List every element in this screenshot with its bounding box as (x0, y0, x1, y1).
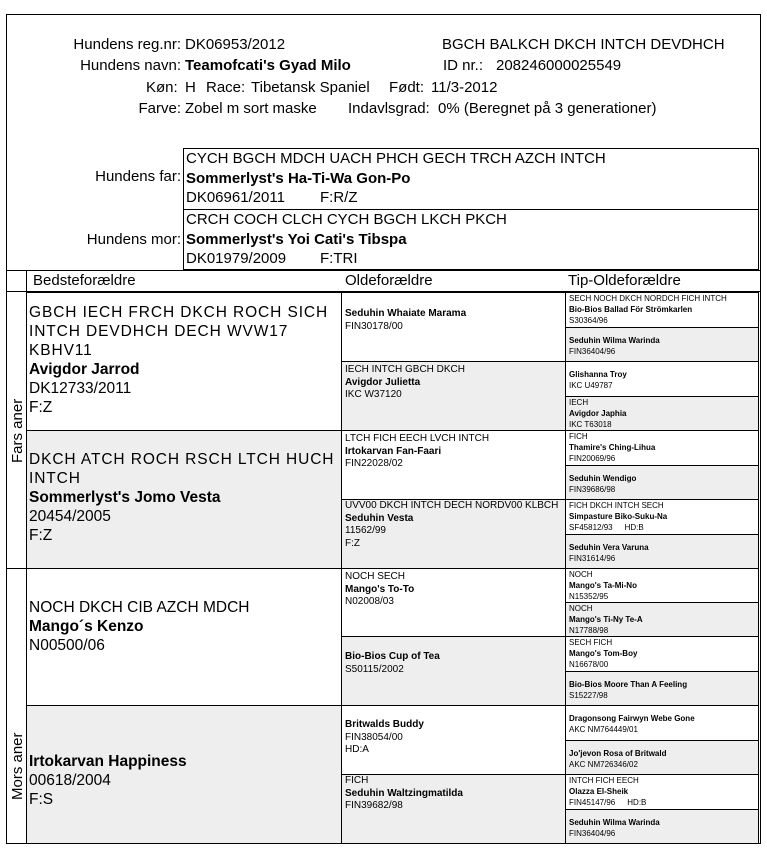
great-great-grandparent-reg: FIN20069/96 (569, 454, 616, 463)
great-great-grandparent-cell (565, 396, 759, 431)
great-great-grandparent-cell (565, 292, 759, 328)
great-great-grandparent-titles: NOCH (569, 570, 593, 579)
great-great-grandparent-cell (565, 534, 759, 569)
id-label: ID nr.: (443, 57, 484, 74)
great-grandparent-reg: FIN30178/00 (345, 320, 403, 332)
grandparent-name: Irtokarvan Happiness (29, 753, 187, 770)
great-grandparent-cell (341, 499, 566, 569)
sire-box (183, 148, 759, 210)
sex-value: H (185, 79, 196, 96)
great-great-grandparent-extra: HD:B (624, 523, 644, 532)
great-great-grandparent-reg: FIN36404/96 (569, 347, 616, 356)
great-grandparent-titles: NOCH SECH (345, 571, 406, 582)
inbreeding-value: 0% (Beregnet på 3 generationer) (438, 100, 657, 117)
name-label: Hundens navn: (80, 57, 181, 74)
born-value: 11/3-2012 (431, 79, 498, 96)
great-grandparent-reg: FIN39682/98 (345, 800, 403, 811)
great-grandparent-cell (341, 774, 566, 844)
col-head-ggp: Oldeforældre (345, 272, 433, 289)
great-great-grandparent-reg: IKC U49787 (569, 381, 613, 390)
great-great-grandparent-reg: N16678/00 (569, 660, 609, 669)
dam-label: Hundens mor: (86, 231, 181, 248)
great-great-grandparent-titles: FICH (569, 432, 588, 441)
great-great-grandparent-reg-row (569, 453, 755, 464)
great-great-grandparent-cell (565, 499, 759, 535)
great-great-grandparent-titles: SECH NOCH DKCH NORDCH FICH INTCH (569, 294, 727, 303)
sire-label: Hundens far: (95, 168, 181, 185)
great-grandparent-reg: 11562/99 (345, 525, 386, 536)
great-great-grandparent-reg-row (569, 759, 755, 770)
great-great-grandparent-reg: SF45812/93 (569, 523, 613, 532)
sire-name: Sommerlyst's Ha-Ti-Wa Gon-Po (186, 170, 411, 187)
dam-box (183, 209, 759, 270)
great-great-grandparent-name: Seduhin Wendigo (569, 474, 637, 483)
great-grandparent-titles: UVV00 DKCH INTCH DECH NORDV00 KLBCH (345, 500, 559, 511)
great-great-grandparent-cell (565, 602, 759, 637)
grandparent-extra: F:S (29, 791, 54, 808)
great-great-grandparent-name: Olazza El-Sheik (569, 787, 629, 796)
grandparent-titles: GBCH IECH FRCH DKCH ROCH SICH INTCH DEVDHCH DECH WVW17 KBHV11 (29, 304, 329, 359)
grandparent-reg: 20454/2005 (29, 508, 111, 525)
fars-aner-label: Fars aner (9, 398, 26, 463)
id-number: 208246000025549 (496, 57, 622, 74)
breed-label: Race: (206, 79, 246, 96)
great-grandparent-titles: FICH (345, 775, 369, 786)
great-great-grandparent-reg-row (569, 797, 755, 808)
great-great-grandparent-cell (565, 327, 759, 362)
dog-titles: BGCH BALKCH DKCH INTCH DEVDHCH (442, 36, 725, 53)
grandparent-reg: DK12733/2011 (29, 380, 132, 397)
great-grandparent-name: Bio-Bios Cup of Tea (345, 651, 440, 662)
great-great-grandparent-name: Seduhin Vera Varuna (569, 543, 649, 552)
color-value: Zobel m sort maske (185, 100, 317, 117)
great-grandparent-name: Irtokarvan Fan-Faari (345, 445, 442, 457)
great-great-grandparent-cell (565, 430, 759, 466)
great-grandparent-cell (341, 430, 566, 500)
great-grandparent-reg: S50115/2002 (345, 663, 404, 675)
great-great-grandparent-reg-row (569, 690, 755, 701)
great-great-grandparent-cell (565, 705, 759, 741)
grandparent-cell (26, 430, 342, 569)
great-great-grandparent-reg-row (569, 315, 755, 326)
great-great-grandparent-reg: FIN31614/96 (569, 554, 616, 563)
great-great-grandparent-reg: AKC NM726346/02 (569, 760, 638, 769)
great-grandparent-titles: LTCH FICH EECH LVCH INTCH (345, 433, 490, 444)
great-great-grandparent-titles: INTCH FICH EECH (569, 776, 639, 785)
great-great-grandparent-extra: HD:B (627, 798, 647, 807)
great-great-grandparent-reg-row (569, 380, 755, 391)
great-great-grandparent-reg-row (569, 484, 755, 495)
dam-extra: F:TRI (320, 250, 358, 267)
grandparent-cell (26, 568, 342, 706)
born-label: Født: (389, 79, 425, 96)
great-great-grandparent-cell (565, 671, 759, 706)
great-grandparent-reg: N02008/03 (345, 596, 394, 607)
great-great-grandparent-reg: FIN45147/96 (569, 798, 616, 807)
dam-reg: DK01979/2009 (186, 250, 287, 267)
great-great-grandparent-name: Glishanna Troy (569, 370, 627, 379)
great-grandparent-reg: IKC W37120 (345, 389, 402, 400)
great-great-grandparent-name: Avigdor Japhia (569, 409, 627, 418)
grandparent-reg: N00500/06 (29, 637, 105, 654)
great-great-grandparent-titles: FICH DKCH INTCH SECH (569, 501, 664, 510)
great-great-grandparent-reg-row (569, 724, 755, 735)
color-label: Farve: (138, 100, 181, 117)
great-great-grandparent-name: Mango's Tom-Boy (569, 649, 638, 658)
great-great-grandparent-cell (565, 361, 759, 397)
great-great-grandparent-name: Thamire's Ching-Lihua (569, 443, 656, 452)
great-great-grandparent-reg: FIN36404/96 (569, 829, 616, 838)
grandparent-cell (26, 705, 342, 844)
great-great-grandparent-name: Dragonsong Fairwyn Webe Gone (569, 714, 695, 723)
great-great-grandparent-cell (565, 465, 759, 500)
reg-number: DK06953/2012 (185, 36, 286, 53)
great-great-grandparent-name: Simpasture Biko-Suku-Na (569, 512, 668, 521)
reg-label: Hundens reg.nr: (73, 36, 181, 53)
great-grandparent-extra: F:Z (345, 537, 360, 549)
grandparent-titles: NOCH DKCH CIB AZCH MDCH (29, 599, 250, 616)
great-great-grandparent-cell (565, 636, 759, 672)
great-great-grandparent-reg: N15352/95 (569, 592, 609, 601)
great-great-grandparent-reg-row (569, 625, 755, 636)
great-grandparent-reg: FIN22028/02 (345, 458, 403, 469)
inbreeding-label: Indavlsgrad: (348, 100, 430, 117)
sire-titles: CYCH BGCH MDCH UACH PHCH GECH TRCH AZCH INTCH (186, 150, 606, 167)
great-great-grandparent-titles: SECH FICH (569, 638, 613, 647)
great-grandparent-name: Britwalds Buddy (345, 719, 424, 730)
great-great-grandparent-name: Seduhin Wilma Warinda (569, 336, 660, 345)
col-head-gggp: Tip-Oldeforældre (568, 272, 681, 289)
dog-name: Teamofcati's Gyad Milo (185, 57, 351, 74)
great-grandparent-cell (341, 361, 566, 431)
grandparent-cell (26, 292, 342, 431)
great-great-grandparent-reg-row (569, 419, 755, 430)
dam-titles: CRCH COCH CLCH CYCH BGCH LKCH PKCH (186, 211, 507, 228)
great-grandparent-name: Seduhin Waltzingmatilda (345, 787, 463, 799)
great-grandparent-cell (341, 292, 566, 362)
great-great-grandparent-reg: S15227/98 (569, 691, 608, 700)
mors-aner-band (6, 568, 27, 844)
great-great-grandparent-name: Seduhin Wilma Warinda (569, 818, 660, 827)
sire-reg: DK06961/2011 (186, 189, 285, 206)
great-great-grandparent-cell (565, 740, 759, 775)
great-grandparent-name: Mango's To-To (345, 583, 415, 595)
great-great-grandparent-name: Mango's Ti-Ny Te-A (569, 615, 643, 624)
great-grandparent-cell (341, 636, 566, 706)
grandparent-extra: F:Z (29, 527, 53, 544)
col-head-gp: Bedsteforældre (33, 272, 136, 289)
breed-value: Tibetansk Spaniel (251, 79, 370, 96)
col-divider (26, 270, 27, 292)
great-great-grandparent-reg-row (569, 346, 755, 357)
grandparent-extra: F:Z (29, 399, 53, 416)
great-grandparent-extra: HD:A (345, 744, 369, 755)
great-great-grandparent-reg-row (569, 553, 755, 564)
great-great-grandparent-cell (565, 774, 759, 810)
great-great-grandparent-name: Bio-Bios Ballad För Strömkarlen (569, 305, 693, 314)
grandparent-reg: 00618/2004 (29, 772, 111, 789)
great-grandparent-titles: IECH INTCH GBCH DKCH (345, 364, 466, 375)
great-great-grandparent-reg: N17788/98 (569, 626, 609, 635)
sire-extra: F:R/Z (320, 189, 358, 206)
great-great-grandparent-reg: FIN39686/98 (569, 485, 616, 494)
great-great-grandparent-reg-row (569, 591, 755, 602)
grandparent-name: Sommerlyst's Jomo Vesta (29, 489, 221, 506)
great-great-grandparent-reg: S30364/96 (569, 316, 608, 325)
mors-aner-label: Mors aner (9, 732, 26, 800)
great-great-grandparent-name: Mango's Ta-Mi-No (569, 581, 637, 590)
great-great-grandparent-reg: AKC NM764449/01 (569, 725, 638, 734)
great-grandparent-cell (341, 568, 566, 637)
grandparent-name: Mango´s Kenzo (29, 618, 144, 635)
great-great-grandparent-reg-row (569, 659, 755, 670)
sex-label: Køn: (146, 79, 178, 96)
great-great-grandparent-titles: IECH (569, 398, 589, 407)
great-great-grandparent-cell (565, 568, 759, 603)
great-grandparent-name: Seduhin Vesta (345, 512, 414, 524)
great-grandparent-cell (341, 705, 566, 775)
great-great-grandparent-name: Jo'jevon Rosa of Britwald (569, 749, 667, 758)
great-grandparent-name: Seduhin Whaiate Marama (345, 308, 467, 319)
great-great-grandparent-reg-row (569, 522, 755, 533)
grandparent-titles: DKCH ATCH ROCH RSCH LTCH HUCH INTCH (29, 451, 335, 487)
great-grandparent-name: Avigdor Julietta (345, 376, 421, 388)
great-great-grandparent-name: Bio-Bios Moore Than A Feeling (569, 680, 688, 689)
great-great-grandparent-titles: NOCH (569, 604, 593, 613)
great-grandparent-reg: FIN38054/00 (345, 731, 403, 743)
grandparent-name: Avigdor Jarrod (29, 361, 140, 378)
dam-name: Sommerlyst's Yoi Cati's Tibspa (186, 231, 407, 248)
great-great-grandparent-cell (565, 809, 759, 844)
great-great-grandparent-reg-row (569, 828, 755, 839)
great-great-grandparent-reg: IKC T63018 (569, 420, 612, 429)
